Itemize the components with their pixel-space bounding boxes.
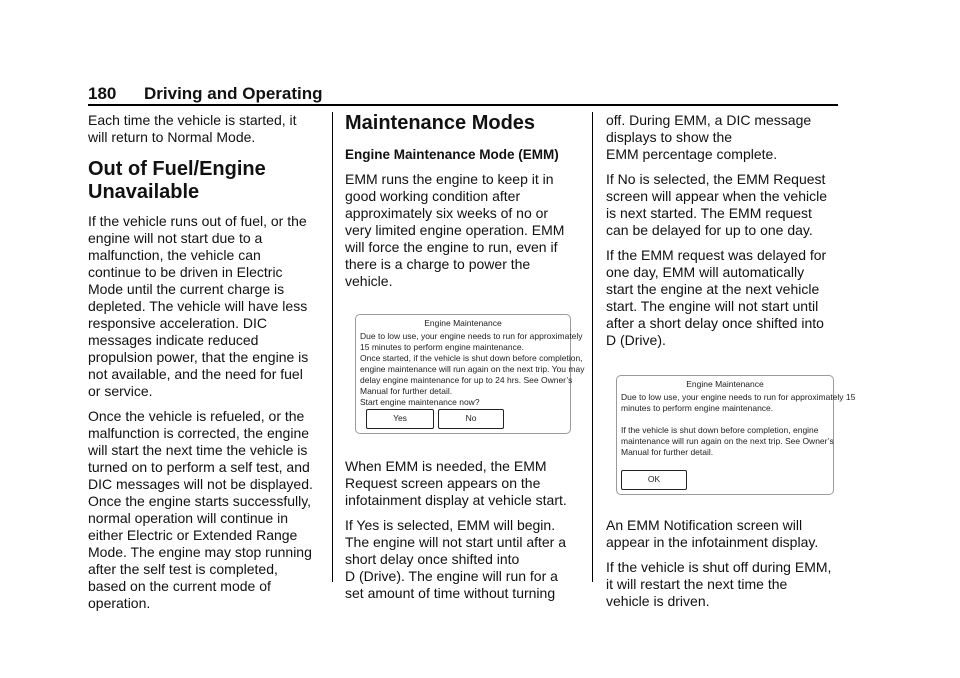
- text-line: engine maintenance will run again on the next trip. You may: [360, 364, 585, 374]
- paragraph: If the vehicle runs out of fuel, or the engine will not start due to a malfunction, the vehicle can continue to be driven in Electric Mode until the current charge is depleted. The vehicle will have less responsive acceleration. DIC messages indicate reduced propulsion power, that the engine is not available, and the need for fuel or service.: [88, 213, 309, 399]
- subheading-emm: Engine Maintenance Mode (EMM): [345, 147, 559, 162]
- paragraph: When EMM is needed, the EMM Request screen appears on the infotainment display at vehicle start.: [345, 458, 567, 508]
- text-line: Start engine maintenance now?: [360, 397, 480, 407]
- column-1: [88, 112, 322, 620]
- paragraph: If Yes is selected, EMM will begin. The engine will not start until after a short delay once shifted into D (Drive). The engine will run for a set amount of time without turning: [345, 517, 567, 601]
- dialog-message: [617, 425, 833, 458]
- dialog-message: [356, 329, 585, 408]
- emm-request-screen: [355, 314, 585, 434]
- column-3: [606, 112, 856, 618]
- emm-notification-screen: [616, 375, 856, 495]
- dialog-message: [617, 390, 856, 414]
- yes-button[interactable]: Yes: [366, 409, 434, 429]
- column-2: [345, 112, 585, 610]
- text-line: Manual for further detail.: [621, 447, 714, 457]
- text-line: minutes to perform engine maintenance.: [621, 403, 774, 413]
- text-line: maintenance will run again on the next trip. See Owner’s: [621, 436, 834, 446]
- dialog-title: Engine Maintenance: [424, 318, 502, 328]
- text-line: delay engine maintenance for up to 24 hrs. See Owner’s: [360, 375, 573, 385]
- ok-button[interactable]: OK: [621, 470, 687, 490]
- paragraph: An EMM Notification screen will appear in the infotainment display.: [606, 517, 819, 550]
- page-number: 180: [88, 84, 117, 103]
- heading-maintenance-modes: Maintenance Modes: [345, 112, 536, 134]
- section-title: Driving and Operating: [144, 84, 323, 103]
- text-line: Manual for further detail.: [360, 386, 453, 396]
- text-line: If the vehicle is shut down before completion, engine: [621, 425, 819, 435]
- text-line: Once started, if the vehicle is shut down before completion,: [360, 353, 583, 363]
- column-divider: [332, 112, 333, 582]
- column-divider: [592, 112, 593, 582]
- paragraph: If the vehicle is shut off during EMM, it will restart the next time the vehicle is driven.: [606, 559, 832, 609]
- text-line: Due to low use, your engine needs to run for approximately 15: [621, 392, 856, 402]
- page-header: [88, 84, 838, 106]
- heading-out-of-fuel: Out of Fuel/Engine Unavailable: [88, 158, 266, 203]
- paragraph: off. During EMM, a DIC message displays to show the EMM percentage complete.: [606, 112, 812, 162]
- paragraph: If the EMM request was delayed for one day, EMM will automatically start the engine at the next vehicle start. The engine will not start until after a short delay once shifted into D (Drive).: [606, 247, 827, 348]
- paragraph: Each time the vehicle is started, it will return to Normal Mode.: [88, 112, 297, 145]
- no-button[interactable]: No: [438, 409, 504, 429]
- paragraph: EMM runs the engine to keep it in good working condition after approximately six weeks of no or very limited engine operation. EMM will force the engine to run, even if there is a charge to power the vehicle.: [345, 171, 565, 289]
- paragraph: Once the vehicle is refueled, or the malfunction is corrected, the engine will start the next time the vehicle is turned on to perform a self test, and DIC messages will not be displayed. Once the engine starts successfully, normal operation will continue in either Electric or Extended Range Mode. The engine may stop running after the self test is completed, based on the current mode of operation.: [88, 408, 313, 611]
- text-line: Due to low use, your engine needs to run for approximately: [360, 331, 583, 341]
- paragraph: If No is selected, the EMM Request screen will appear when the vehicle is next started. The EMM request can be delayed for up to one day.: [606, 171, 828, 238]
- dialog-title: Engine Maintenance: [686, 379, 764, 389]
- text-line: 15 minutes to perform engine maintenance.: [360, 342, 524, 352]
- header-divider: [88, 104, 838, 106]
